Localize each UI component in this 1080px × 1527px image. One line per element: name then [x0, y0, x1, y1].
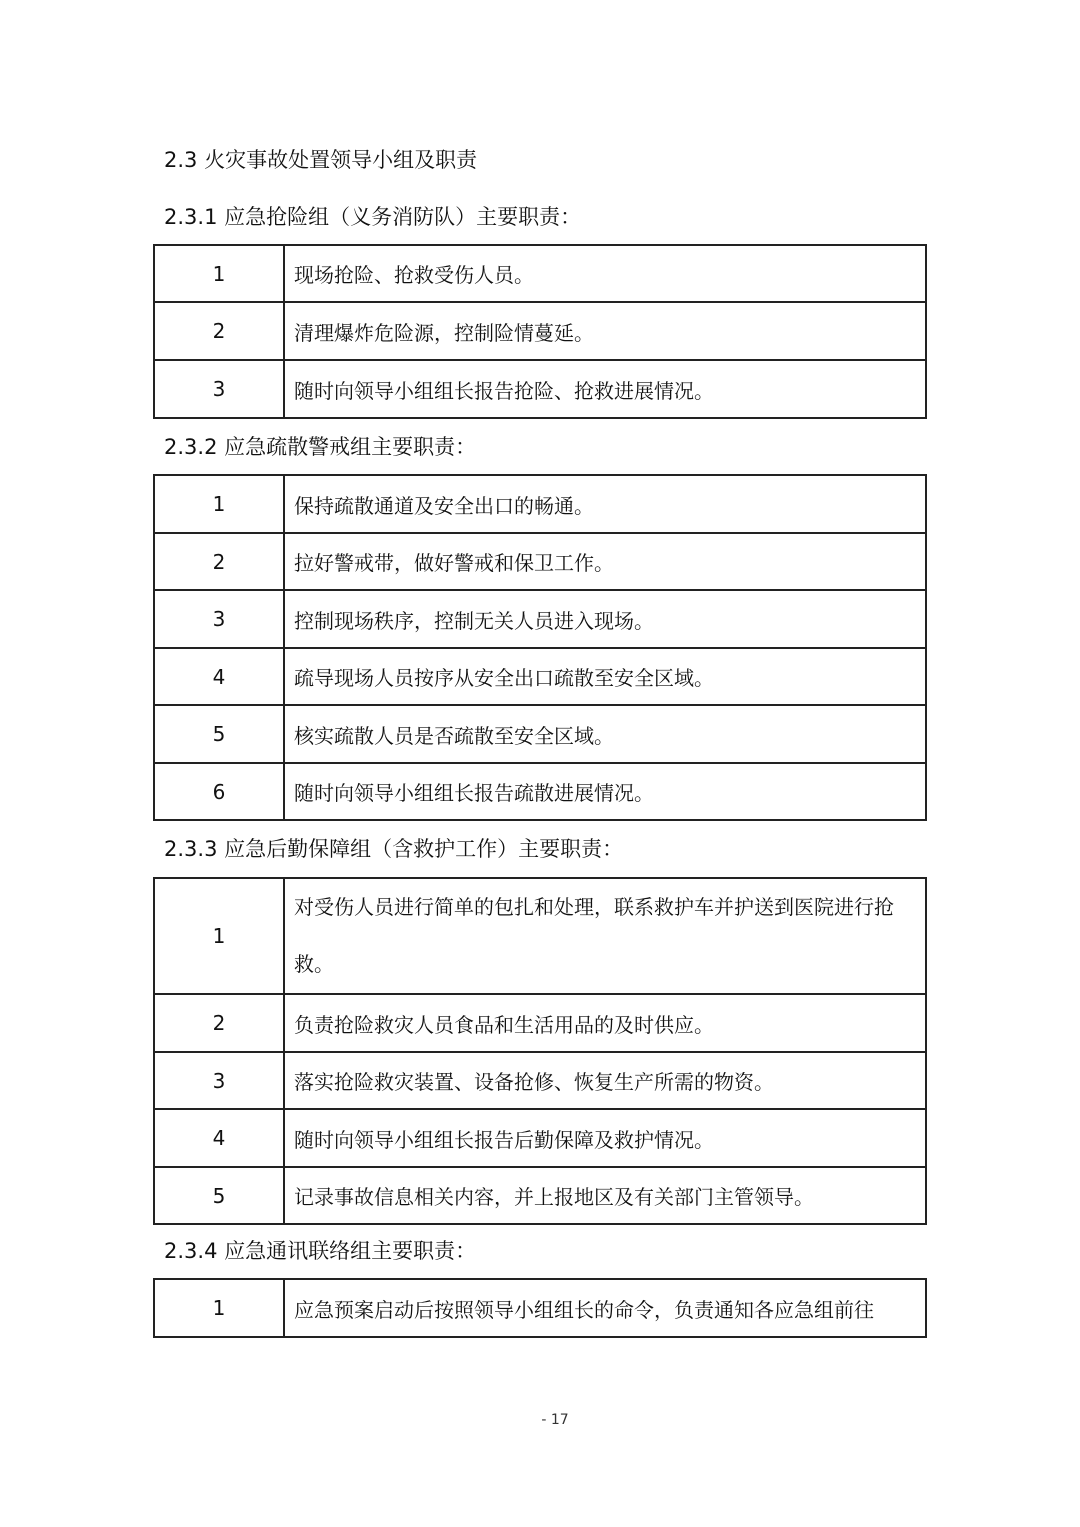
group-3-heading: 2.3.3 应急后勤保障组（含救护工作）主要职责：: [164, 837, 624, 861]
table-row: [154, 1109, 926, 1167]
row-number: 1: [154, 878, 284, 994]
group-2-heading: 2.3.2 应急疏散警戒组主要职责：: [164, 435, 477, 459]
table-row: [154, 1167, 926, 1224]
table-row: [154, 533, 926, 590]
row-number: 4: [154, 1109, 284, 1167]
section-title: 2.3 火灾事故处置领导小组及职责: [164, 148, 478, 172]
row-number: 5: [154, 1167, 284, 1224]
row-number: 1: [154, 1279, 284, 1337]
row-text: 疏导现场人员按序从安全出口疏散至安全区域。: [284, 648, 926, 705]
row-number: 3: [154, 590, 284, 648]
row-text: 核实疏散人员是否疏散至安全区域。: [284, 705, 926, 763]
row-text: 记录事故信息相关内容，并上报地区及有关部门主管领导。: [284, 1167, 926, 1224]
row-number: 3: [154, 1052, 284, 1109]
row-text: 随时向领导小组组长报告疏散进展情况。: [284, 763, 926, 820]
row-number: 3: [154, 360, 284, 418]
table-row: [154, 360, 926, 418]
row-text: 随时向领导小组组长报告抢险、抢救进展情况。: [284, 360, 926, 418]
row-number: 2: [154, 533, 284, 590]
page-number: - 17: [541, 1412, 569, 1428]
group-2-table: [153, 474, 927, 821]
row-number: 1: [154, 475, 284, 533]
table-row: [154, 475, 926, 533]
table-row: [154, 1052, 926, 1109]
row-number: 1: [154, 245, 284, 302]
row-text: 保持疏散通道及安全出口的畅通。: [284, 475, 926, 533]
row-text: 落实抢险救灾装置、设备抢修、恢复生产所需的物资。: [284, 1052, 926, 1109]
row-text: 控制现场秩序，控制无关人员进入现场。: [284, 590, 926, 648]
row-text: 对受伤人员进行简单的包扎和处理，联系救护车并护送到医院进行抢救。: [284, 878, 926, 994]
table-row: [154, 705, 926, 763]
group-4-heading: 2.3.4 应急通讯联络组主要职责：: [164, 1239, 477, 1263]
group-1-heading: 2.3.1 应急抢险组（义务消防队）主要职责：: [164, 205, 582, 229]
table-row: [154, 763, 926, 820]
row-text: 随时向领导小组组长报告后勤保障及救护情况。: [284, 1109, 926, 1167]
table-row: [154, 648, 926, 705]
row-number: 2: [154, 994, 284, 1052]
group-3-table: [153, 877, 927, 1225]
row-number: 4: [154, 648, 284, 705]
row-text: 现场抢险、抢救受伤人员。: [284, 245, 926, 302]
row-text: 负责抢险救灾人员食品和生活用品的及时供应。: [284, 994, 926, 1052]
table-row: [154, 245, 926, 302]
table-row: [154, 994, 926, 1052]
row-text: 清理爆炸危险源，控制险情蔓延。: [284, 302, 926, 360]
row-number: 5: [154, 705, 284, 763]
table-row: [154, 590, 926, 648]
table-row: [154, 878, 926, 994]
row-number: 6: [154, 763, 284, 820]
table-row: [154, 1279, 926, 1337]
row-text: 拉好警戒带，做好警戒和保卫工作。: [284, 533, 926, 590]
group-1-table: [153, 244, 927, 419]
row-number: 2: [154, 302, 284, 360]
group-4-table: [153, 1278, 927, 1338]
table-row: [154, 302, 926, 360]
row-text: 应急预案启动后按照领导小组组长的命令，负责通知各应急组前往: [284, 1279, 926, 1337]
